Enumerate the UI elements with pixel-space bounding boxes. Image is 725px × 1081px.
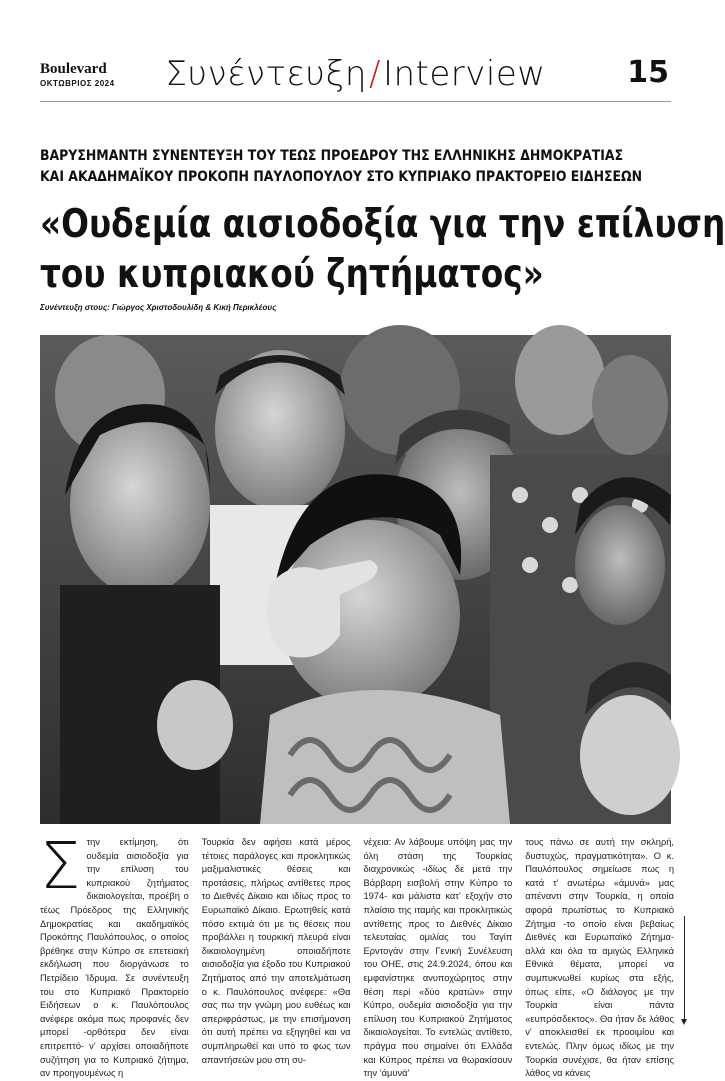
- headline-line-2: του κυπριακού ζητήματος»: [40, 252, 544, 297]
- section-title: [0, 52, 711, 96]
- issue-date: ΟΚΤΩΒΡΙΟΣ 2024: [40, 79, 115, 88]
- kicker-line-1: ΒΑΡΥΣΗΜΑΝΤΗ ΣΥΝΕΝΤΕΥΞΗ ΤΟΥ ΤΕΩΣ ΠΡΟΕΔΡΟΥ ΤΗΣ ΕΛΛΗΝΙΚΗΣ ΔΗΜΟΚΡΑΤΙΑΣ: [40, 148, 624, 164]
- byline: Συνέντευξη στους: Γιώργος Χριστοδουλίδη & Κική Περικλέους: [40, 303, 277, 312]
- headline: [40, 200, 725, 300]
- lead-photo-illustration: [40, 335, 671, 824]
- column-1-text: την εκτίμηση, ότι ουδεμία αισιοδοξία για την επίλυση του κυπριακού ζητήματος δικαιολογείται, προέβη ο τέως Πρόεδρος της Ελληνικής Δημοκρατίας και ακαδημαϊκός Προκόπης Παυλόπουλος, ο οποίος βρέθηκε στην Κύπρο σε επετειακή εκδήλωση που διοργάνωσε το Πετρίδειο Ίδρυμα. Σε συνέντευξη του στο Κυπριακό Πρακτορείο Ειδήσεων ο κ. Παυλόπουλος ανέφερε ακόμα πως προφανές δεν μπορεί -ορθότερα δεν είναι επιτρεπτό- ν' αρχίσει οποιαδήποτε συζήτηση για το Κυπριακό ζήτημα, αν προηγουμένως η: [40, 837, 189, 1079]
- column-2-text: Τουρκία δεν αφήσει κατά μέρος τέτοιες παράλογες και προκλητικώς μαξιμαλιστικές θέσεις και προτάσεις, πλήρως αντίθετες προς το Διεθνές Δίκαιο και ιδίως προς το Ευρωπαϊκό Δίκαιο. Ερωτηθείς κατά πόσο εκτιμά ότι με τις θέσεις που προβάλλει η τουρκική πλευρά είναι δικαιολογημένη οποιαδήποτε αισιοδοξία για έξοδο του Κυπριακού Ζητήματος από την αποτελμάτωση ο κ. Παυλόπουλος ανέφερε: «Θα σας πω την γνώμη μου ευθέως και απεριφράστως, με την επισήμανση ότι αυτή πρέπει να εξηγηθεί και να συμπληρωθεί και υπό το φως των απαντήσεών μου στη συ-: [201, 837, 351, 1065]
- article-column-4: [525, 836, 674, 1079]
- brand-name: Boulevard: [40, 61, 107, 77]
- kicker-line-2: ΚΑΙ ΑΚΑΔΗΜΑΪΚΟΥ ΠΡΟΚΟΠΗ ΠΑΥΛΟΠΟΥΛΟΥ ΣΤΟ ΚΥΠΡΙΑΚΟ ΠΡΑΚΤΟΡΕΙΟ ΕΙΔΗΣΕΩΝ: [40, 169, 643, 185]
- lead-photo: [40, 335, 671, 824]
- drop-cap: Σ: [40, 830, 81, 904]
- continue-arrow-icon: [684, 916, 685, 1020]
- article-body: [40, 830, 674, 1079]
- article-column-3: [363, 836, 513, 1079]
- headline-line-1: «Ουδεμία αισιοδοξία για την επίλυση: [40, 202, 725, 247]
- kicker: [40, 146, 643, 188]
- column-3-text: νέχεια: Αν λάβουμε υπόψη μας την όλη στάση της Τουρκίας διαχρονικώς -ιδίως δε μετά την Βάρβαρη εισβολή στην Κύπρο το 1974- και μάλιστα κατ' εξοχήν στο πλαίσιο της ιταμής και προκλητικώς αντίθετης προς το Διεθνές Δίκαιο τελευταίας ομιλίας του Ταγίπ Ερντογάν στην Γενική Συνέλευση του ΟΗΕ, στις 24.9.2024, όπου και εμφανίστηκε ανυποχώρητος στην θέση περί «δύο κρατών» στην Κύπρο, ουδεμία αισιοδοξία για την επίλυση του Κυπριακού Ζητήματος δικαιολογείται. Το εντελώς αντίθετο, πράγμα που σημαίνει ότι Ελλάδα και Κύπρος πρέπει να θωρακίσουν την ‘άμυνά’: [363, 837, 513, 1079]
- article-column-1: [40, 830, 189, 1079]
- section-title-greek: Συνέντευξη: [165, 54, 367, 94]
- article-column-2: [201, 836, 351, 1065]
- page-number: 15: [627, 55, 669, 90]
- column-4-text: τους πάνω σε αυτή την σκληρή, δυστυχώς, πραγματικότητα». Ο κ. Παυλόπουλος σημείωσε πως η κατά τ' ανωτέρω «άμυνά» μας απέναντι στην Τουρκία, η οποία αφορά πρωτίστως το Κυπριακό Ζήτημα -το οποίο είναι βεβαίως Διεθνές και Ευρωπαϊκό Ζήτημα- αλλά και όλα τα αμιγώς Ελληνικά Εθνικά θέματα, μπορεί να συμπυκνωθεί κυρίως στα εξής, όπως είπε, «Ο διάλογος με την Τουρκία είναι πάντα «ευπρόσδεκτος». Θα ήταν δε λάθος ν' αποκλεισθεί εκ προοιμίου και εντελώς. Πλην όμως ιδίως με την Τουρκία συνέχισε, θα ήταν επίσης λάθος να κάνεις: [525, 837, 674, 1079]
- header-divider: [40, 101, 671, 102]
- section-title-english: Interview: [382, 54, 546, 94]
- section-title-slash: /: [368, 54, 381, 94]
